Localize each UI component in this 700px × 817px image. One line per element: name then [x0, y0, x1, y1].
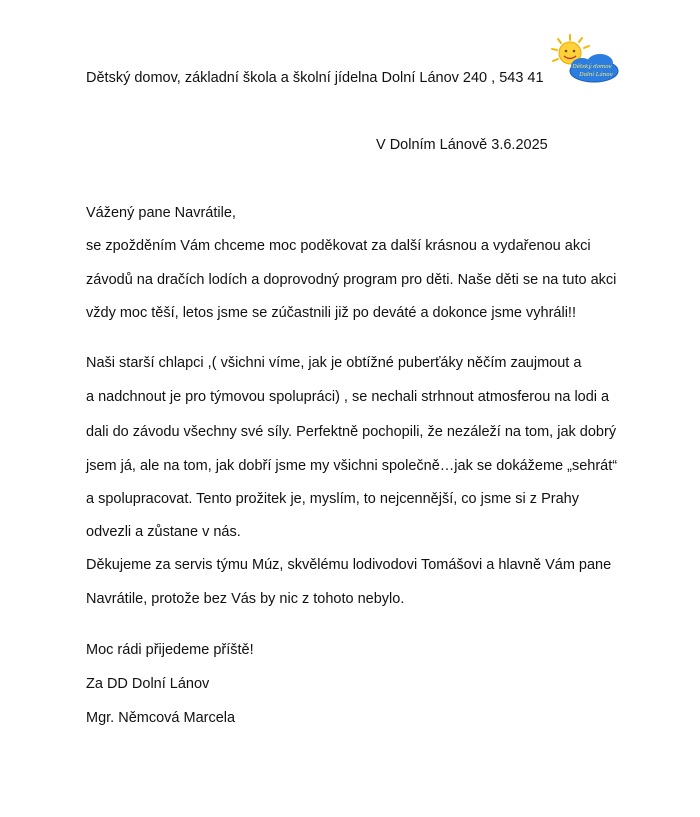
text-line: Navrátile, protože bez Vás by nic z tohoto nebylo.: [86, 591, 405, 607]
sun-cloud-logo: [548, 33, 620, 85]
text-line: a nadchnout je pro týmovou spolupráci) , se nechali strhnout atmosferou na lodi a: [86, 389, 610, 405]
logo-text-1: Dětský domov: [572, 64, 612, 70]
signature-name: Mgr. Němcová Marcela: [86, 710, 236, 726]
text-line: Naši starší chlapci ,( všichni víme, jak je obtížné puberťáky něčím zaujmout a: [86, 355, 582, 371]
text-line: a spolupracovat. Tento prožitek je, myslím, to nejcennější, co jsme si z Prahy: [86, 491, 579, 507]
text-line: vždy moc těší, letos jsme se zúčastnili již po deváté a dokonce jsme vyhráli!!: [86, 305, 576, 321]
closing-org: Za DD Dolní Lánov: [86, 676, 210, 692]
text-line: závodů na dračích lodích a doprovodný program pro děti. Naše děti se na tuto akci: [86, 272, 617, 288]
logo-text-2: Dolní Lánov: [579, 72, 613, 78]
text-line: jsem já, ale na tom, jak dobří jsme my všichni společně…jak se dokážeme „sehrát“: [86, 458, 618, 474]
text-line: odvezli a zůstane v nás.: [86, 524, 241, 540]
sender-address: Dětský domov, základní škola a školní jídelna Dolní Lánov 240 , 543 41: [86, 70, 544, 86]
closing-line: Moc rádi přijedeme příště!: [86, 642, 254, 658]
text-line: Děkujeme za servis týmu Múz, skvělému lodivodovi Tomášovi a hlavně Vám pane: [86, 557, 612, 573]
text-line: se zpožděním Vám chceme moc poděkovat za další krásnou a vydařenou akci: [86, 238, 591, 254]
letter-date: V Dolním Lánově 3.6.2025: [376, 137, 548, 153]
salutation: Vážený pane Navrátile,: [86, 205, 236, 221]
text-line: dali do závodu všechny své síly. Perfektně pochopili, že nezáleží na tom, jak dobrý: [86, 424, 617, 440]
